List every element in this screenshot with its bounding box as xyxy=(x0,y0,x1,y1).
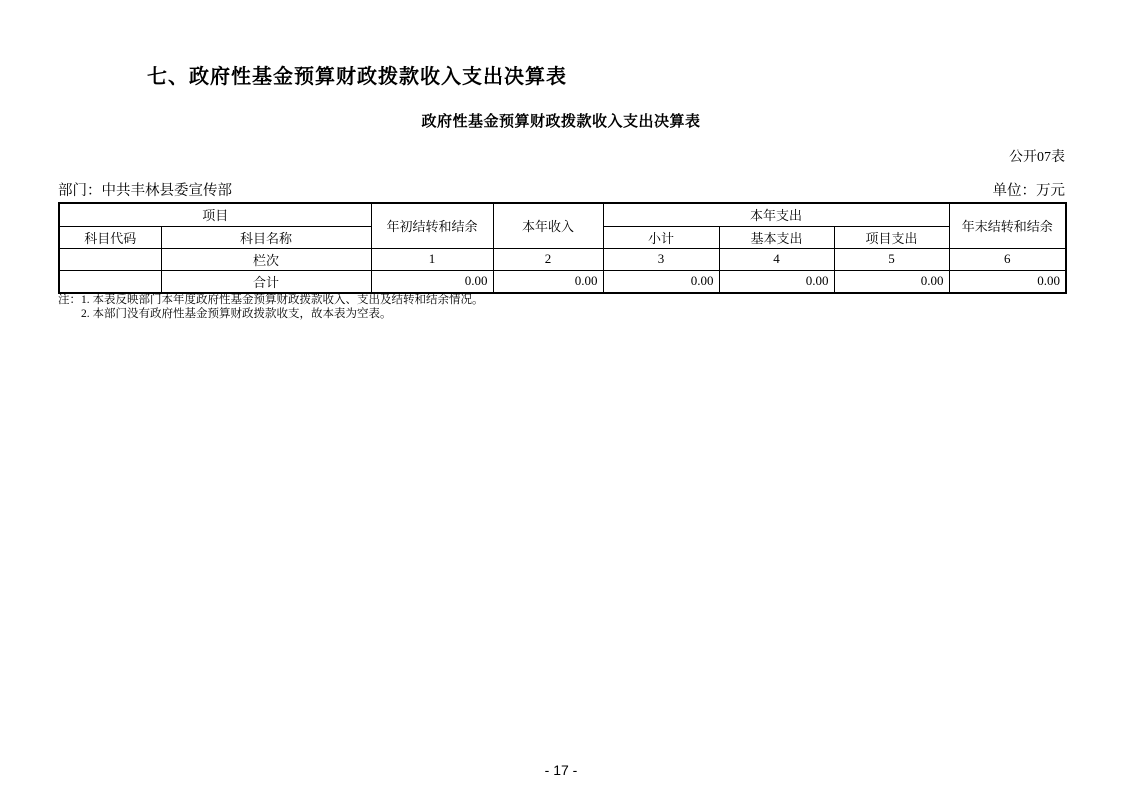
total-label: 合计 xyxy=(161,270,371,293)
empty-cell xyxy=(59,270,161,293)
table-meta-row xyxy=(58,179,1065,200)
column-index-5: 5 xyxy=(834,248,949,270)
unit-label: 单位：万元 xyxy=(992,183,1065,199)
header-subject-name: 科目名称 xyxy=(161,226,371,248)
header-current-year-income: 本年收入 xyxy=(493,203,603,248)
empty-cell xyxy=(59,248,161,270)
form-code-label: 公开07表 xyxy=(1009,150,1065,165)
fiscal-table xyxy=(58,202,1067,294)
table-notes xyxy=(58,293,484,321)
page-number: - 17 - xyxy=(544,762,578,778)
total-value-4: 0.00 xyxy=(719,270,834,293)
header-opening-balance: 年初结转和结余 xyxy=(371,203,493,248)
header-current-year-expenditure: 本年支出 xyxy=(603,203,949,226)
column-index-4: 4 xyxy=(719,248,834,270)
table-header-row-1 xyxy=(59,203,1066,226)
header-project: 项目 xyxy=(59,203,371,226)
header-subject-code: 科目代码 xyxy=(59,226,161,248)
note-line-1: 注：1. 本表反映部门本年度政府性基金预算财政拨款收入、支出及结转和结余情况。 xyxy=(58,294,484,306)
total-value-3: 0.00 xyxy=(603,270,719,293)
table-title: 政府性基金预算财政拨款收入支出决算表 xyxy=(421,113,701,130)
department-label: 部门：中共丰林县委宣传部 xyxy=(58,183,232,199)
column-index-row xyxy=(59,248,1066,270)
section-title: 七、政府性基金预算财政拨款收入支出决算表 xyxy=(147,66,567,88)
column-index-label: 栏次 xyxy=(161,248,371,270)
header-closing-balance: 年末结转和结余 xyxy=(949,203,1066,248)
column-index-1: 1 xyxy=(371,248,493,270)
total-value-6: 0.00 xyxy=(949,270,1066,293)
header-subtotal: 小计 xyxy=(603,226,719,248)
column-index-3: 3 xyxy=(603,248,719,270)
total-row xyxy=(59,270,1066,293)
header-basic-expenditure: 基本支出 xyxy=(719,226,834,248)
header-project-expenditure: 项目支出 xyxy=(834,226,949,248)
column-index-2: 2 xyxy=(493,248,603,270)
note-line-2: 2. 本部门没有政府性基金预算财政拨款收支，故本表为空表。 xyxy=(81,308,392,320)
total-value-5: 0.00 xyxy=(834,270,949,293)
total-value-1: 0.00 xyxy=(371,270,493,293)
total-value-2: 0.00 xyxy=(493,270,603,293)
column-index-6: 6 xyxy=(949,248,1066,270)
